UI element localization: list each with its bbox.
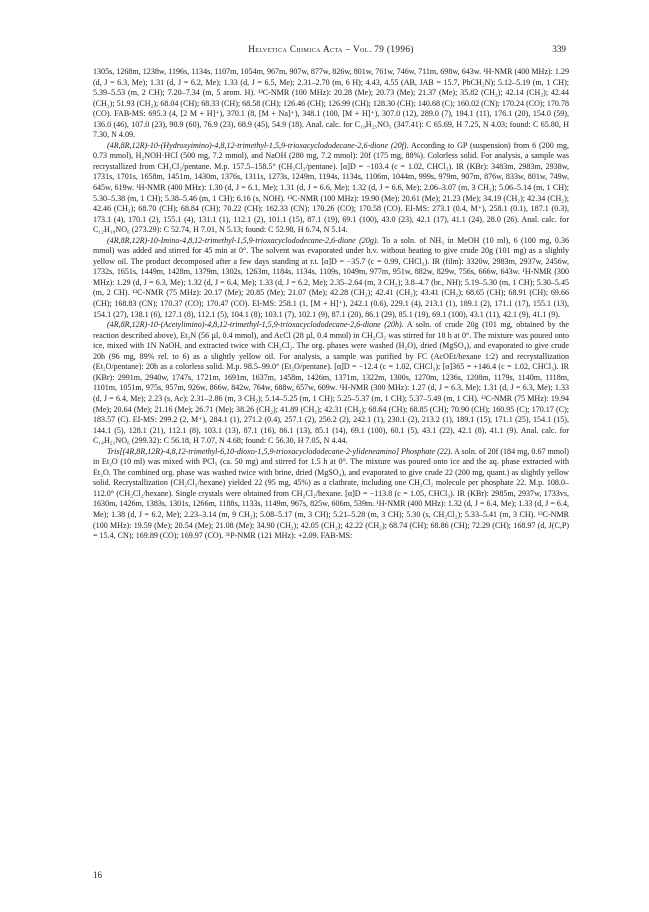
paragraph-22 xyxy=(93,447,569,542)
paragraph-20h xyxy=(93,320,569,447)
paragraph-title: Tris[(4R,8R,12R)-4,8,12-trimethyl-6,10-dioxo-1,5,9-trioxacyclododecane-2-ylideneamino] Phosphate (22). xyxy=(107,446,453,456)
journal-title: Helvetica Chimica Acta – Vol. 79 (1996) xyxy=(248,44,414,54)
paragraph-20g xyxy=(93,236,569,320)
paragraph-text: 1305s, 1268m, 1238w, 1196s, 1134s, 1107m, 1054m, 967m, 907w, 877w, 826w, 801w, 761w, 746w, 711m, 698w, 643w. ¹H-NMR (400 MHz): 1.29 (d, J = 6.3, Me); 1.31 (d, J = 6.2, Me); 1.33 (d, J = 6.5, Me); 2.31–2.70 (m, 6 H); 4.43, 4.55 (AB, JAB = 15.7, PhCH₂N); 5.12–5.19 (m, 1 CH); 5.39–5.53 (m, 2 CH); 7.20–7.34 (m, 5 arom. H). ¹³C-NMR (100 MHz): 20.28 (Me); 20.73 (Me); 21.37 (Me); 35.82 (CH₂); 42.14 (CH₂); 42.44 (CH₂); 51.93 (CH₂); 68.04 (CH); 68.33 (CH); 68.58 (CH); 126.46 (CH); 126.99 (CH); 128.30 (CH); 140.68 (C); 160.02 (CN); 170.24 (CO); 170.78 (CO). FAB-MS: 695.3 (4, [2 M + H]⁺), 370.1 (8, [M + Na]⁺), 348.1 (100, [M + H]⁺), 307.0 (12), 289.0 (7), 194.1 (11), 176.1 (20), 154.0 (59), 136.0 (46), 107.0 (23), 90.9 (60), 76.9 (23), 68.9 (45), 54.9 (18). Anal. calc. for C₁₉H₂₅NO₅ (347.41): C 65.69, H 7.25, N 4.03; found: C 65.80, H 7.30, N 4.09. xyxy=(93,67,569,140)
paragraph-text: A soln. of 20f (184 mg, 0.67 mmol) in Et₂O (10 ml) was mixed with PCl₅ (ca. 50 mg) and stirred for 1.5 h at 0°. The mixture was poured onto ice and the aq. phase extracted with Et₂O. The combined org. phase was washed twice with brine, dried (MgSO₄), and evaporated to give crude 22 (200 mg, quant.) as slightly yellow solid. Recrystallization (CH₂Cl₂/hexane) yielded 22 (95 mg, 45%) as a clathrate, including one CH₂Cl₂ molecule per phosphate 22. M.p. 108.0–112.0° (CH₂Cl₂/hexane). Single crystals were obtained from CH₂Cl₂/hexane. [α]D = −113.8 (c = 1.05, CHCl₃). IR (KBr): 2985m, 2937w, 1733vs, 1630m, 1426m, 1383s, 1301s, 1266m, 1188s, 1133s, 1149m, 967s, 825w, 606m, 539m. ¹H-NMR (400 MHz): 1.32 (d, J = 6.4, Me); 1.33 (d, J = 6.4, Me); 1.38 (d, J = 6.2, Me); 2.23–3.14 (m, 9 CH₂); 5.08–5.17 (m, 3 CH); 5.21–5.28 (m, 3 CH); 5.30 (s, CH₂Cl₂); 5.33–5.41 (m, 3 CH). ¹³C-NMR (100 MHz): 19.59 (Me); 20.54 (Me); 21.08 (Me); 34.90 (CH₂); 42.05 (CH₂); 42.22 (CH₂); 68.74 (CH); 68.86 (CH); 72.29 (CH); 168.97 (d, J(C,P) = 15.4, CN); 169.89 (CO); 169.97 (CO). ³¹P-NMR (121 MHz): +2.09. FAB-MS: xyxy=(93,446,569,541)
paragraph-title: (4R,8R,12R)-10-(Hydroxyimino)-4,8,12-trimethyl-1,5,9-trioxacyclododecane-2,6-dione (20f). xyxy=(107,140,409,150)
paragraph-title: (4R,8R,12R)-10-(Acetylimino)-4,8,12-trimethyl-1,5,9-trioxacyclododecane-2,6-dione (20h). xyxy=(107,320,404,330)
paragraph-text: To a soln. of NH₃ in MeOH (10 ml), 6 (100 mg, 0.36 mmol) was added and stirred for 45 min at 0°. The solvent was evaporated under h.v. without heating to give crude 20g (101 mg) as a slightly yellow oil. The product decomposed after a few days standing at r.t. [α]D = −35.7 (c = 0.99, CHCl₃). IR (film): 3320w, 2983m, 2937w, 2456w, 1732s, 1651s, 1449m, 1428m, 1379m, 1302s, 1263m, 1184s, 1134s, 1109s, 1049m, 977m, 951w, 882w, 829w, 756s, 666w, 643w. ¹H-NMR (300 MHz): 1.29 (d, J = 6.3, Me); 1.32 (d, J = 6.4, Me); 1.33 (d, J = 6.2, Me); 2.35–2.64 (m, 3 CH₂); 3.8–4.7 (br., NH); 5.19–5.30 (m, 1 CH); 5.30–5.45 (m, 2 CH). ¹³C-NMR (75 MHz): 20.17 (Me); 20.85 (Me); 21.07 (Me); 42.28 (CH₂); 42.41 (CH₂); 43.41 (CH₂); 68.65 (CH); 68.91 (CH); 69.66 (CH); 168.83 (CN); 170.37 (CO); 170.47 (CO). EI-MS: 258.1 (1, [M + H]⁺), 242.1 (0.6), 229.1 (4), 213.1 (1), 189.1 (2), 171.1 (17), 155.1 (13), 154.1 (27), 138.1 (6), 127.1 (8), 112.1 (5), 104.1 (8); 103.1 (7), 102.1 (9), 87.1 (20), 86.1 (29), 85.1 (19), 69.1 (100), 43.1 (11), 42.1 (9), 41.1 (9). xyxy=(93,235,569,319)
running-header xyxy=(96,44,566,58)
paragraph-20f xyxy=(93,141,569,236)
paragraph-text: According to GP (suspension) from 6 (200 mg, 0.73 mmol), H₂NOH·HCl (500 mg, 7.2 mmol), and NaOH (280 mg, 7.2 mmol): 20f (175 mg, 88%). Colorless solid. For analysis, a sample was recrystallized from CH₂Cl₂/pentane. M.p. 157.5–158.5° (CH₂Cl₂/pentane). [α]D = −103.4 (c = 1.02, CHCl₃). IR (KBr): 3483m, 2983m, 2938w, 1731s, 1701s, 1658m, 1451m, 1430m, 1376s, 1311s, 1273s, 1249m, 1194s, 1134s, 1106m, 1044m, 999s, 979m, 907m, 876w, 833w, 801w, 749w, 645w, 619w. ¹H-NMR (400 MHz): 1.30 (d, J = 6.1, Me); 1.31 (d, J = 6.6, Me); 1.32 (d, J = 6.6, Me); 2.06–3.07 (m, 3 CH₂); 5.06–5.14 (m, 1 CH); 5.30–5.38 (m, 1 CH); 5.38–5.46 (m, 1 CH); 6.16 (s, NOH). ¹³C-NMR (100 MHz): 19.90 (Me); 20.61 (Me); 21.23 (Me); 34.19 (CH₂); 42.34 (CH₂); 42.46 (CH₂); 68.70 (CH); 68.84 (CH); 70.22 (CH); 162.33 (CN); 170.26 (CO); 170.58 (CO). EI-MS: 273.1 (0.4, M⁺), 258.1 (0.1), 187.1 (0.3), 173.1 (4), 170.1 (2), 155.1 (4), 131.1 (1), 112.1 (2), 101.1 (15), 87.1 (19), 69.1 (100), 43.0 (23), 42.1 (17), 41.1 (24), 28.0 (26). Anal. calc. for C₁₂H₁₉NO₆ (273.29): C 52.74, H 7.01, N 5.13; found: C 52.98, H 6.74, N 5.14. xyxy=(93,140,569,235)
article-body xyxy=(93,67,569,542)
paragraph-title: (4R,8R,12R)-10-Imino-4,8,12-trimethyl-1,5,9-trioxacyclododecane-2,6-dione (20g). xyxy=(107,235,379,245)
paragraph-text: A soln. of crude 20g (101 mg, obtained by the reaction described above), Et₃N (56 µl, 0.4 mmol), and AcCl (28 µl, 0.4 mmol) in CH₂Cl₂ was stirred for 18 h at 0°. The mixture was poured onto ice, mixed with 1N NaOH, and extracted twice with CH₂Cl₂. The org. phases were washed (H₂O), dried (MgSO₄), and evaporated to give crude 20h (96 mg, 89% rel. to 6) as a slightly yellow oil. For analysis, a sample was purified by FC (AcOEt/hexane 1:2) and recrystallization (Et₂O/pentane): 20h as a colorless solid. M.p. 98.5–99.0° (Et₂O/pentane). [α]D = −12.4 (c = 1.02, CHCl₃); [α]365 = +146.4 (c = 1.02, CHCl₃). IR (KBr): 2991m, 2940w, 1747s, 1721m, 1691m, 1637m, 1458m, 1426m, 1371m, 1322m, 1300s, 1270m, 1236s, 1208m, 1179s, 1140m, 1118m, 1101m, 1051m, 975s, 957m, 926w, 866w, 842w, 764w, 688w, 657w, 609w. ¹H-NMR (300 MHz): 1.27 (d, J = 6.3, Me); 1.31 (d, J = 6.3, Me); 1.33 (d, J = 6.4, Me); 2.23 (s, Ac); 2.31–2.86 (m, 3 CH₂); 5.14–5.25 (m, 1 CH); 5.25–5.37 (m, 1 CH); 5.37–5.49 (m, 1 CH). ¹³C-NMR (75 MHz): 19.94 (Me); 20.64 (Me); 21.16 (Me); 26.71 (Me); 38.26 (CH₂); 41.89 (CH₂); 42.31 (CH₂); 68.64 (CH); 68.85 (CH); 70.90 (CH); 160.95 (C); 170.17 (C); 183.57 (C). EI-MS: 299.2 (2, M⁺), 284.1 (1), 271.2 (0.4), 257.1 (2), 256.2 (2), 242.1 (1), 230.1 (2), 213.2 (1), 189.1 (15), 171.1 (25), 154.1 (15), 144.1 (5), 128.1 (21), 112.1 (8), 103.1 (13), 87.1 (16), 86.1 (13), 85.1 (14), 69.1 (100), 60.1 (5), 43.1 (22), 42.1 (8), 41.1 (9). Anal. calc. for C₁₄H₂₁NO₆ (299.32): C 56.18, H 7.07, N 4.68; found: C 56.30, H 7.05, N 4.44. xyxy=(93,320,569,446)
sheet-number: 16 xyxy=(93,870,102,880)
paragraph-20e-data xyxy=(93,67,569,141)
page-number: 339 xyxy=(552,44,566,54)
